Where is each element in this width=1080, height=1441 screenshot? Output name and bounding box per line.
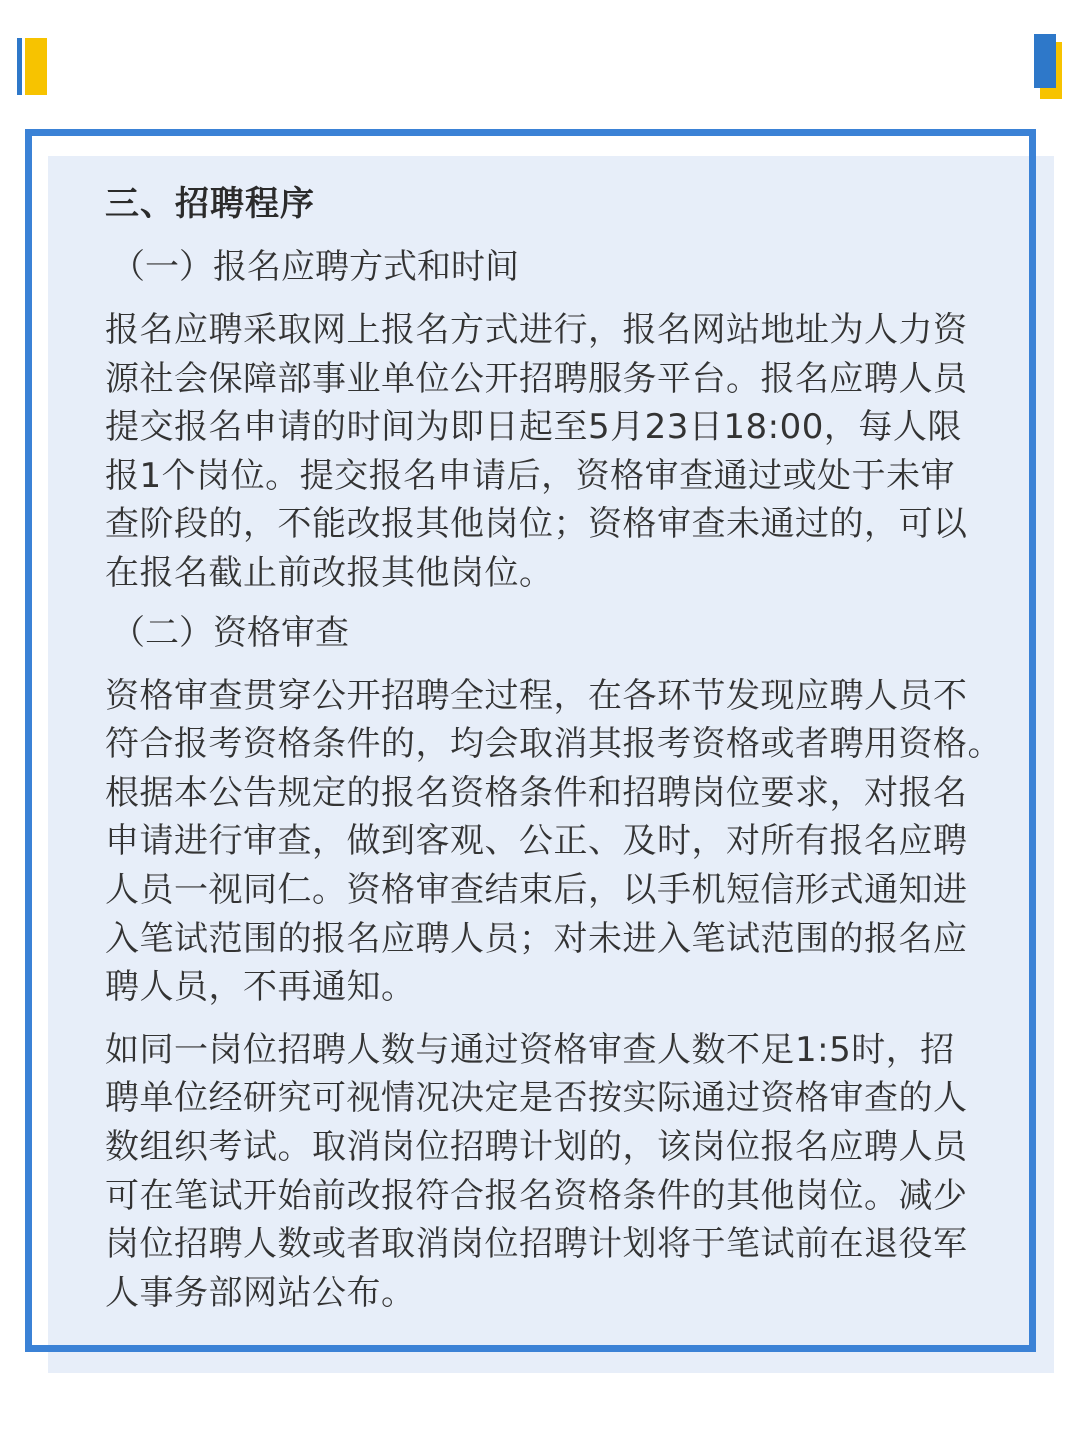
paragraph-qualification-review [105, 672, 1005, 1012]
right-blue-accent-bar [1034, 34, 1056, 88]
paragraph-line: 人事务部网站公布。 [105, 1272, 416, 1313]
paragraph-line: 申请进行审查，做到客观、公正、及时，对所有报名应聘 [105, 821, 968, 862]
subheading-qualification-review: （二）资格审查 [111, 612, 349, 653]
paragraph-line: 源社会保障部事业单位公开招聘服务平台。报名应聘人员 [105, 358, 968, 399]
paragraph-line: 报1个岗位。提交报名申请后，资格审查通过或处于未审 [105, 455, 956, 496]
left-thin-accent-bar [17, 38, 22, 95]
paragraph-line: 聘单位经研究可视情况决定是否按实际通过资格审查的人 [105, 1078, 968, 1119]
paragraph-line: 符合报考资格条件的，均会取消其报考资格或者聘用资格。 [105, 724, 1002, 765]
paragraph-line: 查阶段的，不能改报其他岗位；资格审查未通过的，可以 [105, 504, 968, 545]
paragraph-line: 在报名截止前改报其他岗位。 [105, 552, 554, 593]
paragraph-line: 聘人员，不再通知。 [105, 967, 416, 1008]
document-content [105, 176, 1005, 1317]
paragraph-line: 人员一视同仁。资格审查结束后，以手机短信形式通知进 [105, 869, 968, 910]
paragraph-line: 提交报名申请的时间为即日起至5月23日18:00，每人限 [105, 407, 962, 448]
subheading-registration: （一）报名应聘方式和时间 [111, 247, 519, 287]
paragraph-ratio-rule [105, 1026, 1005, 1318]
paragraph-line: 资格审查贯穿公开招聘全过程，在各环节发现应聘人员不 [105, 675, 968, 716]
paragraph-line: 数组织考试。取消岗位招聘计划的，该岗位报名应聘人员 [105, 1126, 968, 1167]
left-yellow-accent-bar [25, 38, 47, 95]
section-title: 三、招聘程序 [105, 184, 315, 224]
paragraph-line: 入笔试范围的报名应聘人员；对未进入笔试范围的报名应 [105, 918, 968, 959]
paragraph-line: 根据本公告规定的报名资格条件和招聘岗位要求，对报名 [105, 772, 968, 813]
paragraph-line: 如同一岗位招聘人数与通过资格审查人数不足1:5时，招 [105, 1029, 955, 1070]
paragraph-line: 岗位招聘人数或者取消岗位招聘计划将于笔试前在退役军 [105, 1224, 968, 1265]
paragraph-line: 报名应聘采取网上报名方式进行，报名网站地址为人力资 [105, 310, 968, 350]
paragraph-line: 可在笔试开始前改报符合报名资格条件的其他岗位。减少 [105, 1175, 968, 1216]
paragraph-registration [105, 306, 1005, 598]
